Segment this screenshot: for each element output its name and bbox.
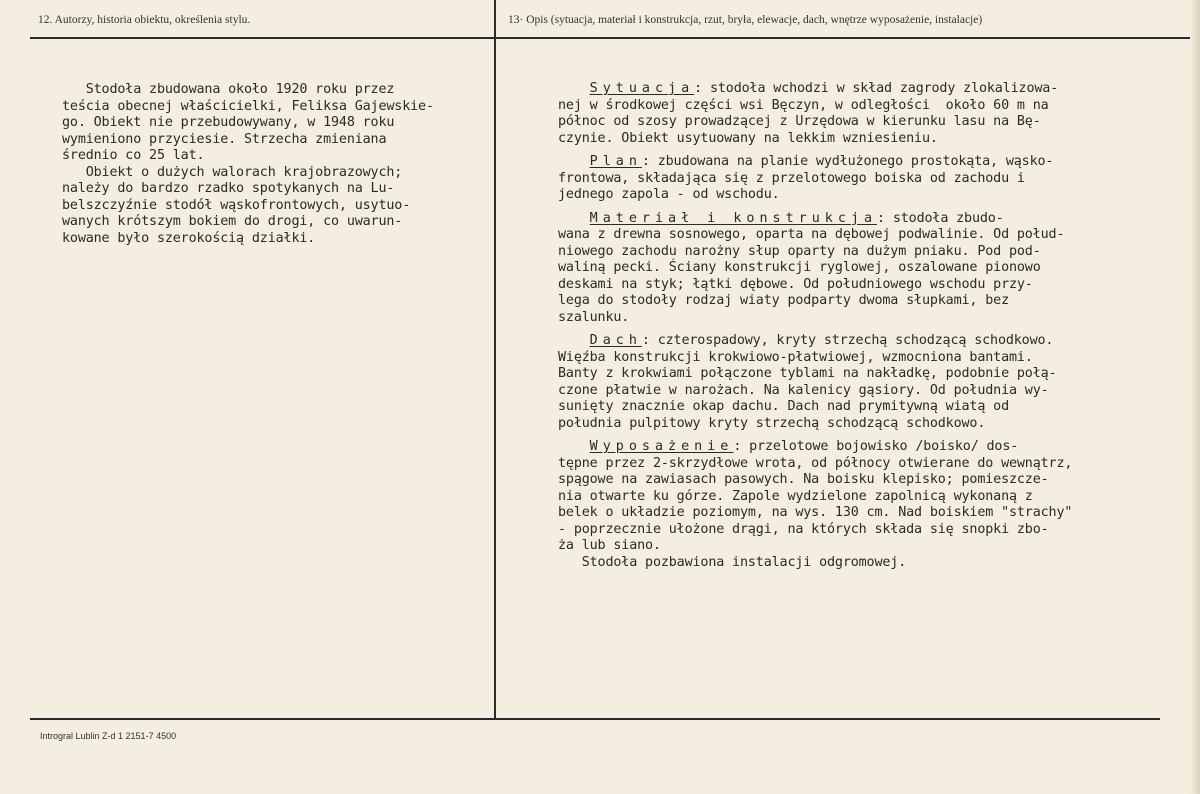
bottom-rule-divider bbox=[30, 718, 1160, 720]
heading-wyposazenie: Wyposażenie bbox=[589, 439, 734, 454]
text-line: deskami na styk; łątki dębowe. Od południowego wschodu przy- bbox=[558, 276, 1033, 292]
text-line: Stodoła pozbawiona instalacji odgromowej. bbox=[558, 554, 907, 570]
top-rule-divider bbox=[30, 37, 1190, 39]
paragraph-material bbox=[558, 211, 1072, 327]
text-line: Banty z krokwiami połączone tyblami na nakładkę, podobnie połą- bbox=[558, 366, 1057, 381]
text-line: tępne przez 2-skrzydłowe wrota, od północy otwierane do wewnątrz, bbox=[558, 455, 1073, 471]
text-line: : stodoła wchodzi w skład zagrody zlokalizowa- bbox=[694, 81, 1059, 96]
text-line: lega do stodoły rodzaj wiaty podparty dwoma słupkami, bez bbox=[558, 293, 1009, 308]
text-line: południa pulpitowy kryty strzechą schodzącą schodkowo. bbox=[558, 415, 986, 431]
text-line: : czterospadowy, kryty strzechą schodzącą schodkowo. bbox=[641, 333, 1054, 348]
paragraph-dach bbox=[558, 333, 1072, 432]
text-line: Obiekt o dużych walorach krajobrazowych; bbox=[62, 164, 403, 180]
heading-plan: Plan bbox=[589, 154, 642, 169]
text-line: wana z drewna sosnowego, oparta na dębowej podwalinie. Od połud- bbox=[558, 227, 1065, 242]
text-line: niowego zachodu narożny słup oparty na dużym pniaku. Pod pod- bbox=[558, 243, 1041, 259]
paragraph-sytuacja bbox=[558, 81, 1072, 147]
paragraph-plan bbox=[558, 154, 1072, 204]
text-line: sunięty znacznie okap dachu. Dach nad prymitywną wiatą od bbox=[558, 399, 1009, 414]
text-line: północ od szosy prowadzącej z Urzędowa w kierunku lasu na Bę- bbox=[558, 114, 1041, 129]
text-line: belek o układzie poziomym, na wys. 130 cm. Nad boiskiem "strachy" bbox=[558, 505, 1073, 520]
text-line: szalunku. bbox=[558, 309, 630, 325]
text-line: ża lub siano. bbox=[558, 538, 661, 553]
printer-imprint: Introgral Lublin Z-d 1 2151-7 4500 bbox=[40, 731, 177, 741]
text-line: teścia obecnej właścicielki, Feliksa Gajewskie- bbox=[62, 98, 434, 114]
section-13-header: 13· Opis (sytuacja, materiał i konstrukcja, rzut, bryła, elewacje, dach, wnętrze wyposażenie, instalacje) bbox=[508, 14, 983, 26]
text-line: : zbudowana na planie wydłużonego prostokąta, wąsko- bbox=[641, 154, 1054, 169]
description-text-block bbox=[558, 81, 1072, 571]
text-line: kowane było szerokością działki. bbox=[62, 230, 316, 246]
text-line: należy do bardzo rzadko spotykanych na Lu- bbox=[62, 181, 395, 196]
text-line: wanych krótszym bokiem do drogi, co uwarun- bbox=[62, 214, 403, 229]
text-line: czone płatwie w narożach. Na kalenicy gąsiory. Od południa wy- bbox=[558, 382, 1049, 398]
text-line: średnio co 25 lat. bbox=[62, 148, 205, 163]
heading-material: Materiał i konstrukcja bbox=[589, 210, 878, 226]
section-12-header: 12. Autorzy, historia obiektu, określenia stylu. bbox=[38, 14, 251, 26]
text-line: czynie. Obiekt usytuowany na lekkim wzniesieniu. bbox=[558, 130, 938, 146]
text-line: belszczyźnie stodół wąskofrontowych, usytuo- bbox=[62, 197, 411, 213]
paragraph-wyposazenie bbox=[558, 439, 1072, 571]
heading-dach: Dach bbox=[589, 333, 642, 348]
text-line: go. Obiekt nie przebudowywany, w 1948 roku bbox=[62, 115, 395, 130]
heading-sytuacja: Sytuacja bbox=[589, 81, 695, 96]
text-line: jednego zapola - od wschodu. bbox=[558, 187, 780, 202]
text-line: wymieniono przyciesie. Strzecha zmieniana bbox=[62, 131, 387, 147]
text-line: frontowa, składająca się z przelotowego boiska od zachodu i bbox=[558, 170, 1025, 186]
column-divider bbox=[494, 0, 496, 720]
text-line: nia otwarte ku górze. Zapole wydzielone zapolnicą wykonaną z bbox=[558, 488, 1033, 504]
history-text-block bbox=[62, 82, 434, 247]
text-line: - poprzecznie ułożone drągi, na których składa się snopki zbo- bbox=[558, 521, 1049, 537]
text-line: : stodoła zbudo- bbox=[877, 210, 1004, 226]
text-line: Więźba konstrukcji krokwiowo-płatwiowej, wzmocniona bantami. bbox=[558, 349, 1033, 365]
text-line: : przelotowe bojowisko /boisko/ dos- bbox=[733, 439, 1019, 454]
text-line: spągowe na zawiasach pasowych. Na boisku klepisko; pomieszcze- bbox=[558, 472, 1049, 487]
text-line: nej w środkowej części wsi Bęczyn, w odległości około 60 m na bbox=[558, 97, 1049, 113]
text-line: Stodoła zbudowana około 1920 roku przez bbox=[62, 82, 395, 97]
card-edge-shadow bbox=[1190, 0, 1200, 794]
text-line: waliną pecki. Ściany konstrukcji ryglowej, oszalowane pionowo bbox=[558, 260, 1041, 275]
